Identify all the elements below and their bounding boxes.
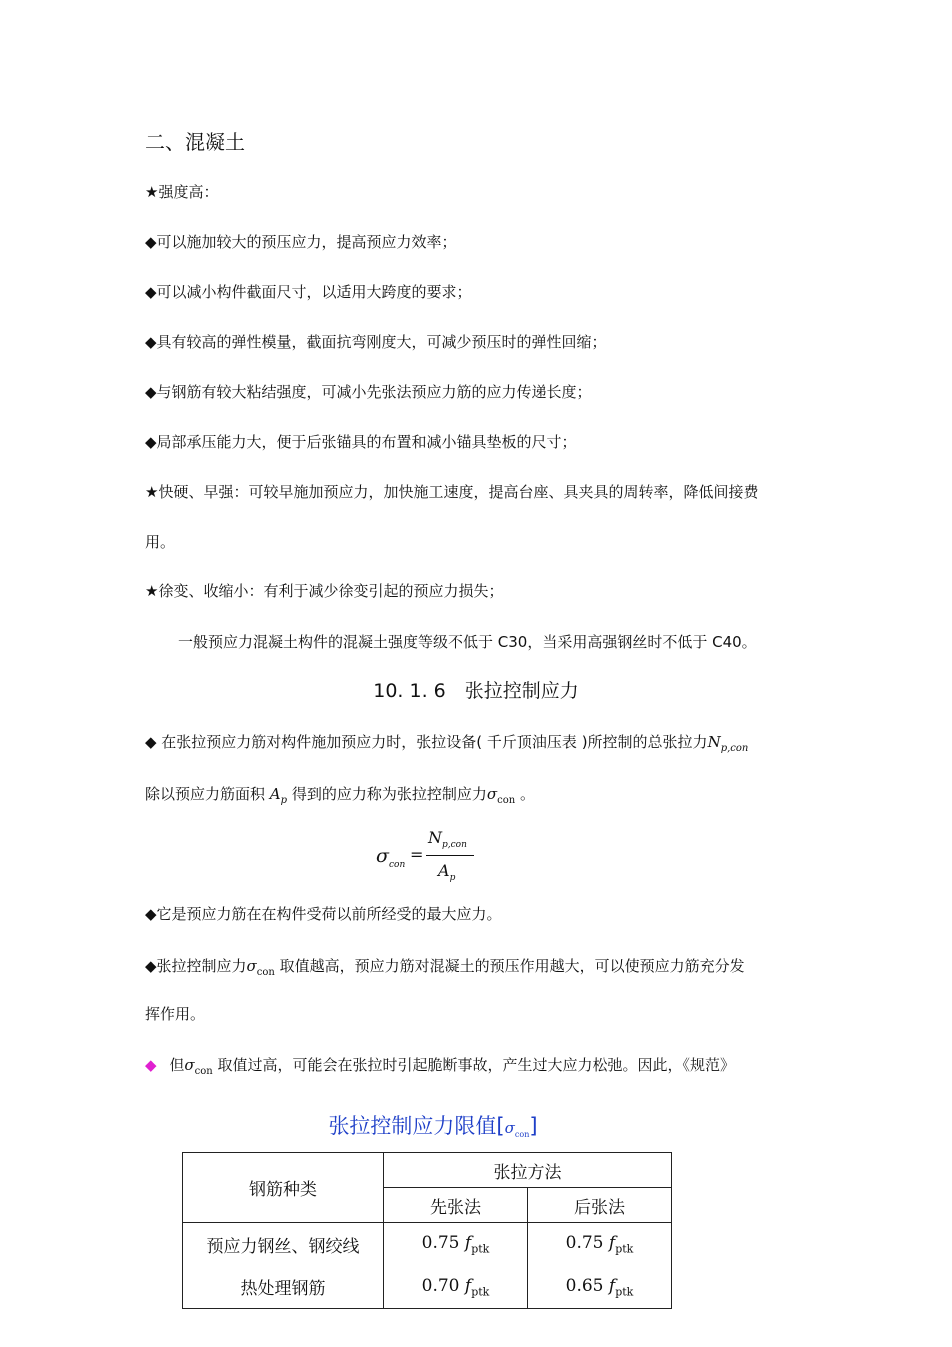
formula-lhs: $\sigma_{con}$ xyxy=(376,845,406,870)
bullet-item: ◆局部承压能力大，便于后张锚具的布置和减小锚具垫板的尺寸； xyxy=(145,433,577,451)
header-posttension: 后张法 xyxy=(528,1188,672,1223)
high-value-note-line2: 挥作用。 xyxy=(145,1005,206,1023)
sigma-symbol: $\sigma_{con}$ xyxy=(184,1056,213,1077)
sigma-symbol: $\sigma_{con}$ xyxy=(246,957,275,978)
section-heading: 二、混凝土 xyxy=(145,130,245,154)
table-row xyxy=(183,1266,672,1309)
formula-numerator: $N_{p,con}$ xyxy=(428,828,467,851)
control-stress-formula xyxy=(376,828,496,888)
strength-high-title: ★强度高： xyxy=(145,183,219,201)
area-symbol: $A_p$ xyxy=(269,785,288,806)
bullet-item: ◆具有较高的弹性模量，截面抗弯刚度大，可减少预压时的弹性回缩； xyxy=(145,333,607,351)
header-steel-type: 钢筋种类 xyxy=(183,1153,384,1223)
definition-line2: 除以预应力筋面积 $A_p$ 得到的应力称为张拉控制应力$\sigma_{con}$ 。 xyxy=(145,785,535,806)
high-value-note-line1: ◆张拉控制应力$\sigma_{con}$ 取值越高，预应力筋对混凝土的预压作用越大，可以使预应力筋充分发 xyxy=(145,957,745,978)
header-tension-method: 张拉方法 xyxy=(384,1153,672,1188)
bullet-item: ◆可以施加较大的预压应力，提高预应力效率； xyxy=(145,233,457,251)
table-title: 张拉控制应力限值$[\sigma_{con}]$ xyxy=(328,1114,538,1139)
total-force-symbol: $N_{p,con}$ xyxy=(707,733,749,754)
definition-line1 xyxy=(145,732,748,759)
max-stress-note: ◆它是预应力筋在在构件受荷以前所经受的最大应力。 xyxy=(145,905,502,923)
subsection-heading: 10. 1. 6 张拉控制应力 xyxy=(373,680,579,702)
pretension-value-cell: 0.75 $f_{ptk}$ xyxy=(384,1223,528,1266)
creep-shrinkage-note: ★徐变、收缩小：有利于减少徐变引起的预应力损失； xyxy=(145,582,504,600)
fast-hardening-line2: 用。 xyxy=(145,533,176,551)
fast-hardening-line1: ★快硬、早强：可较早施加预应力，加快施工速度，提高台座、具夹具的周转率，降低间接费 xyxy=(145,483,759,501)
formula-denominator: $A_p$ xyxy=(438,861,456,884)
too-high-note: ◆ 但$\sigma_{con}$ 取值过高，可能会在张拉时引起脆断事故，产生过大应力松弛。因此，《规范》 xyxy=(145,1056,735,1077)
sigma-symbol: $\sigma_{con}$ xyxy=(486,785,516,806)
bullet-item: ◆可以减小构件截面尺寸，以适用大跨度的要求； xyxy=(145,283,472,301)
steel-type-cell: 热处理钢筋 xyxy=(183,1266,384,1309)
definition-text: ◆ 在张拉预应力筋对构件施加预应力时，张拉设备( 千斤顶油压表 )所控制的总张拉力 xyxy=(145,733,708,751)
header-pretension: 先张法 xyxy=(384,1188,528,1223)
stress-limit-table xyxy=(182,1152,672,1309)
steel-type-cell: 预应力钢丝、钢绞线 xyxy=(183,1223,384,1266)
concrete-grade-note: 一般预应力混凝土构件的混凝土强度等级不低于 C30，当采用高强钢丝时不低于 C40。 xyxy=(178,633,757,651)
formula-equals: = xyxy=(410,845,424,864)
posttension-value-cell: 0.75 $f_{ptk}$ xyxy=(528,1223,672,1266)
bullet-item: ◆与钢筋有较大粘结强度，可减小先张法预应力筋的应力传递长度； xyxy=(145,383,592,401)
sigma-symbol: $\sigma_{con}$ xyxy=(504,1119,530,1139)
pretension-value-cell: 0.70 $f_{ptk}$ xyxy=(384,1266,528,1309)
table-row xyxy=(183,1223,672,1266)
fraction-bar xyxy=(426,855,474,856)
diamond-bullet-icon: ◆ xyxy=(145,1056,157,1074)
posttension-value-cell: 0.65 $f_{ptk}$ xyxy=(528,1266,672,1309)
